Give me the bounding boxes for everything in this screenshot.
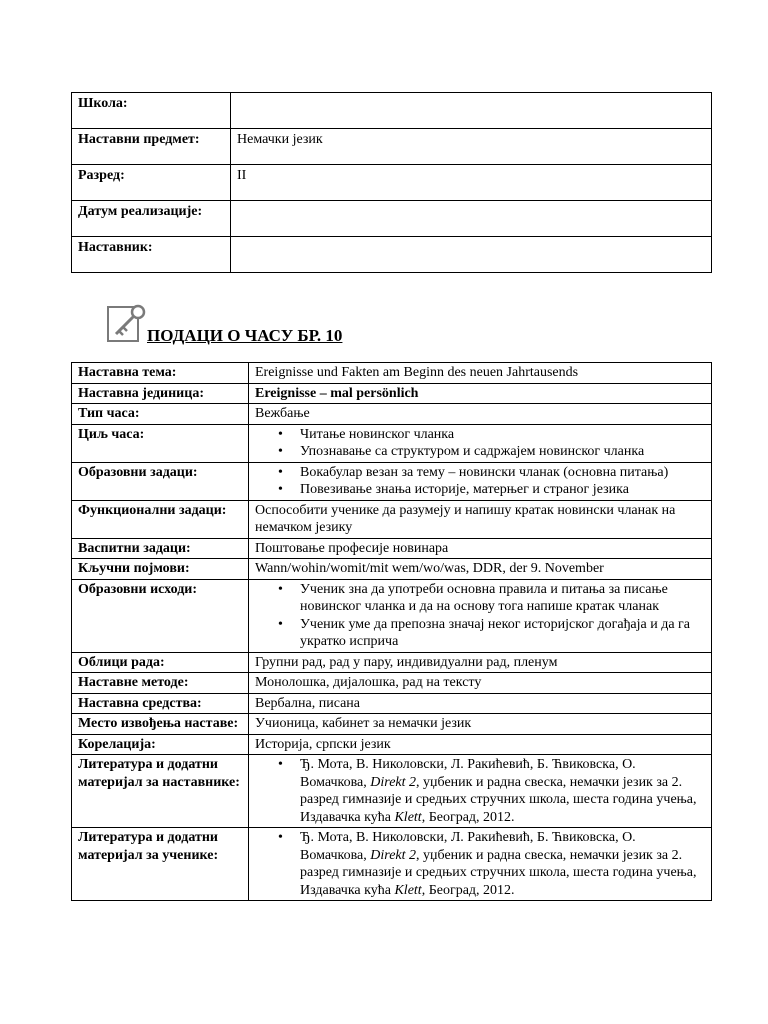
edu-tasks-label: Образовни задаци: xyxy=(72,462,249,500)
table-row xyxy=(72,201,712,237)
correlation-value: Историја, српски језик xyxy=(249,734,712,755)
keywords-value: Wann/wohin/womit/mit wem/wo/was, DDR, der 9. November xyxy=(249,559,712,580)
table-row xyxy=(72,129,712,165)
lit-student-list xyxy=(255,829,705,899)
lit-place-year: , Београд, 2012. xyxy=(421,809,515,825)
lesson-title: ПОДАЦИ О ЧАСУ БР. 10 xyxy=(147,326,343,345)
list-item: • Вокабулар везан за тему – новински чланак (основна питања) xyxy=(300,464,705,482)
lit-teacher-label: Литература и додатни материјал за наставнике: xyxy=(72,755,249,828)
table-row xyxy=(72,828,712,901)
means-label: Наставна средства: xyxy=(72,693,249,714)
means-value: Вербална, писана xyxy=(249,693,712,714)
table-row xyxy=(72,363,712,384)
list-item: • Упознавање са структуром и садржајем новинског чланка xyxy=(300,443,705,461)
table-row xyxy=(72,755,712,828)
topic-label: Наставна тема: xyxy=(72,363,249,384)
lit-authors: Ђ. Мота, В. Николовски, Л. Ракићевић, Б. Ћвиковска, О. Вомачкова, xyxy=(300,757,636,790)
methods-label: Наставне методе: xyxy=(72,673,249,694)
table-row xyxy=(72,500,712,538)
func-tasks-value: Оспособити ученике да разумеју и напишу кратак новински чланак на немачком језику xyxy=(249,500,712,538)
upbr-tasks-label: Васпитни задаци: xyxy=(72,538,249,559)
grade-label: Разред: xyxy=(72,165,231,201)
func-tasks-label: Функционални задаци: xyxy=(72,500,249,538)
lit-publisher: Klett xyxy=(394,809,422,825)
date-label: Датум реализације: xyxy=(72,201,231,237)
lit-authors: Ђ. Мота, В. Николовски, Л. Ракићевић, Б. Ћвиковска, О. Вомачкова, xyxy=(300,830,636,863)
table-row xyxy=(72,93,712,129)
teacher-label: Наставник: xyxy=(72,237,231,273)
key-icon xyxy=(107,302,149,344)
list-item: • Читање новинског чланка xyxy=(300,426,705,444)
date-value xyxy=(231,201,712,237)
table-row xyxy=(72,559,712,580)
lit-book-title: Direkt 2 xyxy=(370,774,417,790)
outcomes-cell xyxy=(249,579,712,652)
subject-value: Немачки језик xyxy=(231,129,712,165)
list-item: • Ученик зна да употреби основна правила и питања за писање новинског чланка и да на основу тога напише кратак чланак xyxy=(300,581,705,616)
edu-tasks-cell xyxy=(249,462,712,500)
table-row xyxy=(72,383,712,404)
keywords-label: Кључни појмови: xyxy=(72,559,249,580)
teacher-value xyxy=(231,237,712,273)
edu-tasks-list xyxy=(255,464,705,499)
lit-teacher-list xyxy=(255,756,705,826)
type-value: Вежбање xyxy=(249,404,712,425)
list-item xyxy=(300,829,705,899)
outcomes-list xyxy=(255,581,705,651)
subject-label: Наставни предмет: xyxy=(72,129,231,165)
table-row xyxy=(72,714,712,735)
forms-label: Облици рада: xyxy=(72,652,249,673)
place-label: Место извођења наставе: xyxy=(72,714,249,735)
table-row xyxy=(72,404,712,425)
lit-place-year: , Београд, 2012. xyxy=(421,882,515,898)
topic-value: Ereignisse und Fakten am Beginn des neuen Jahrtausends xyxy=(249,363,712,384)
upbr-tasks-value: Поштовање професије новинара xyxy=(249,538,712,559)
lit-student-label: Литература и додатни материјал за ученике: xyxy=(72,828,249,901)
table-row xyxy=(72,652,712,673)
goal-list-cell xyxy=(249,424,712,462)
lit-description: , уџбеник и радна свеска, немачки језик за 2. разред гимназије и средњих стручних школа, шеста година учења, Издавачка кућа xyxy=(300,774,697,825)
list-item: • Повезивање знања историје, матерњег и страног језика xyxy=(300,481,705,499)
outcomes-label: Образовни исходи: xyxy=(72,579,249,652)
school-info-table xyxy=(71,92,712,273)
table-row xyxy=(72,538,712,559)
forms-value: Групни рад, рад у пару, индивидуални рад, пленум xyxy=(249,652,712,673)
type-label: Тип часа: xyxy=(72,404,249,425)
lesson-table xyxy=(71,362,712,901)
correlation-label: Корелација: xyxy=(72,734,249,755)
lit-teacher-cell xyxy=(249,755,712,828)
lit-student-cell xyxy=(249,828,712,901)
list-item: • Ученик уме да препозна значај неког историјског догађаја и да га укратко исприча xyxy=(300,616,705,651)
school-value xyxy=(231,93,712,129)
lit-book-title: Direkt 2 xyxy=(370,847,417,863)
table-row xyxy=(72,237,712,273)
methods-value: Монолошка, дијалошка, рад на тексту xyxy=(249,673,712,694)
table-row xyxy=(72,673,712,694)
lit-publisher: Klett xyxy=(394,882,422,898)
list-item xyxy=(300,756,705,826)
school-label: Школа: xyxy=(72,93,231,129)
lit-description: , уџбеник и радна свеска, немачки језик за 2. разред гимназије и средњих стручних школа, шеста година учења, Издавачка кућа xyxy=(300,847,697,898)
grade-value: II xyxy=(231,165,712,201)
place-value: Учионица, кабинет за немачки језик xyxy=(249,714,712,735)
table-row xyxy=(72,734,712,755)
table-row xyxy=(72,165,712,201)
unit-label: Наставна јединица: xyxy=(72,383,249,404)
goal-list xyxy=(255,426,705,461)
table-row xyxy=(72,424,712,462)
goal-label: Циљ часа: xyxy=(72,424,249,462)
table-row xyxy=(72,462,712,500)
unit-value: Ereignisse – mal persönlich xyxy=(249,383,712,404)
table-row xyxy=(72,693,712,714)
table-row xyxy=(72,579,712,652)
